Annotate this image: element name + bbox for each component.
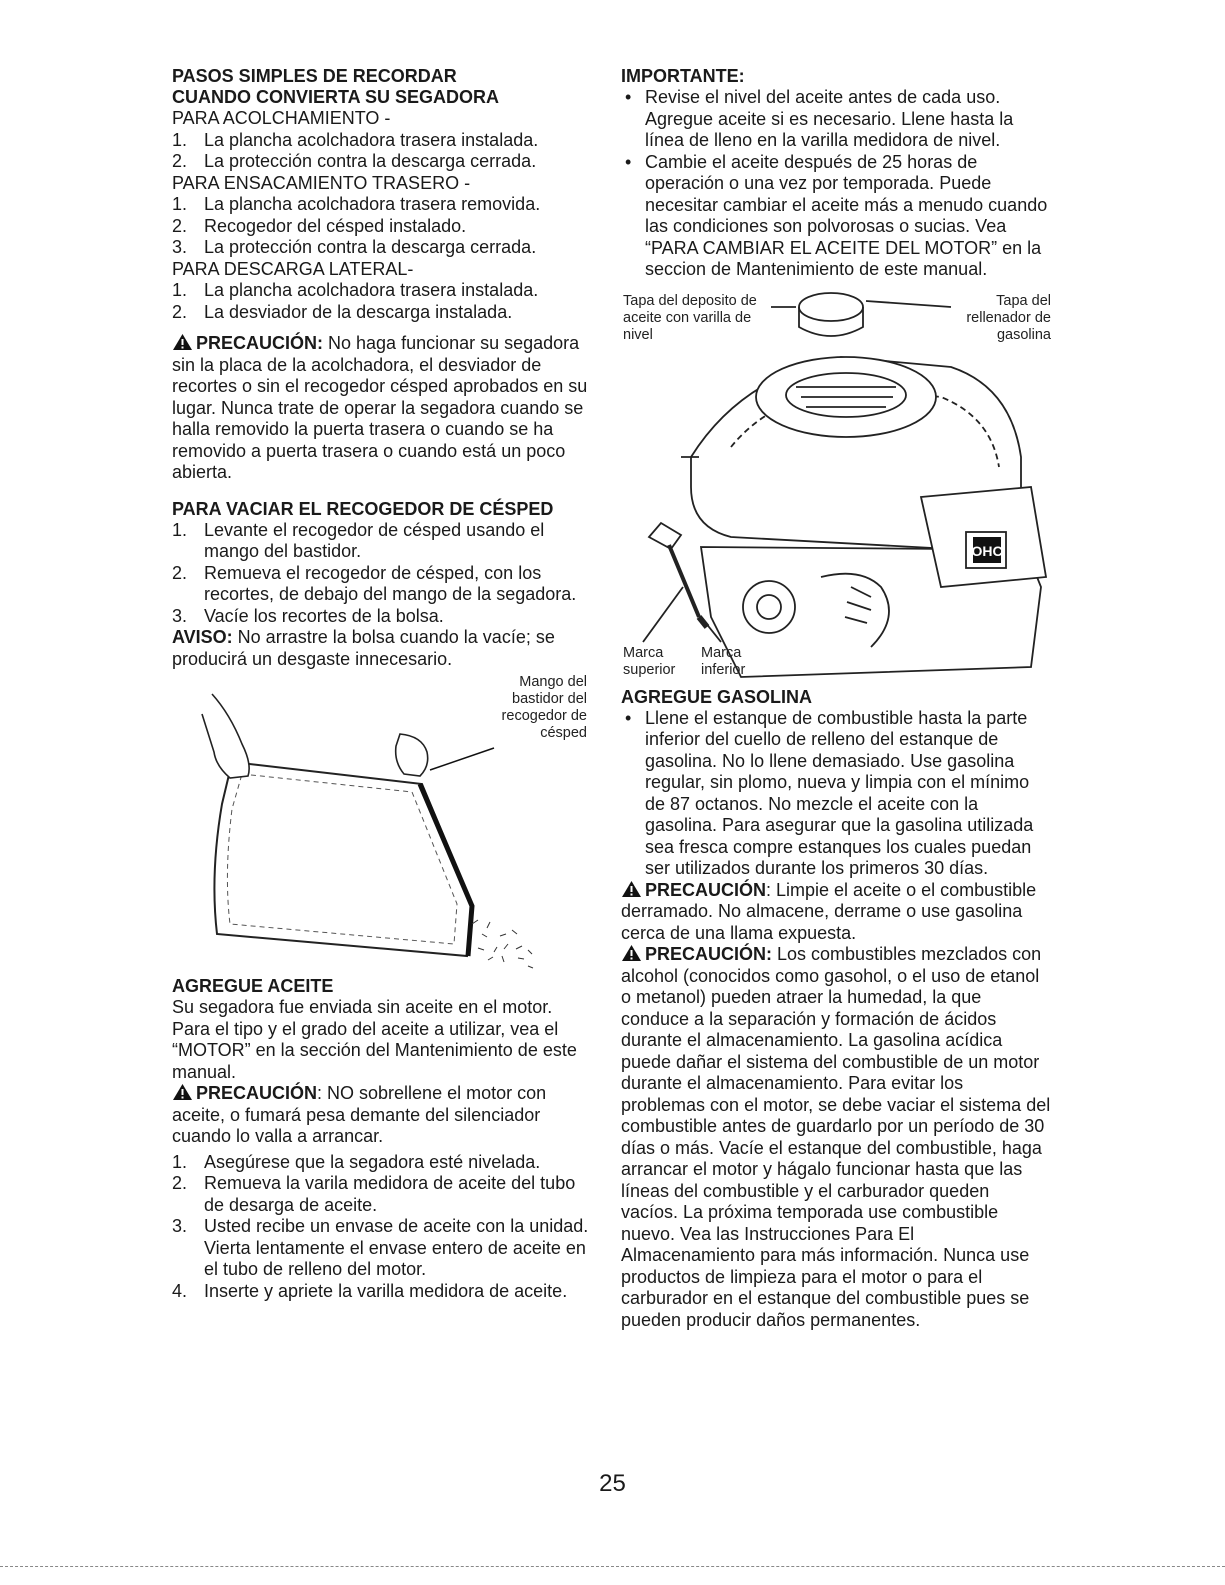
add-gas-caution-1: PRECAUCIÓN: Limpie el aceite o el combustible derramado. No almacene, derrame o use gasolina cerca de una llama expuesta. [621,879,1037,943]
list-item: 2. Remueva el recogedor de césped, con los recortes, de debajo del mango de la segadora. [172,562,577,604]
add-oil-heading: AGREGUE ACEITE [172,976,334,996]
mulch-heading: PARA ACOLCHAMIENTO - [172,108,391,128]
dipstick-cap-label: Tapa del deposito de aceite con varilla de nivel [623,292,757,343]
list-item: 3. Vacíe los recortes de la bolsa. [172,605,444,626]
list-item: 2. La desviador de la descarga instalada. [172,301,513,322]
warning-triangle-icon [172,333,193,351]
list-item: • Llene el estanque de combustible hasta la parte inferior del cuello de relleno del estanque de gasolina. No lo llene demasiado. Use gasolina regular, sin plomo, nueva y limpia con el mínimo de 87 octanos. No mezcle el aceite con la gasolina. Para asegurar que la gasolina utilizada sea fresca compre estanques los cuales puedan ser utilizados durante los primeros 30 días. [625,707,1034,878]
upper-mark-label: Marca superior [623,644,676,678]
important-heading: IMPORTANTE: [621,66,745,86]
warning-triangle-icon [172,1083,193,1101]
add-oil-caution: PRECAUCIÓN: NO sobrellene el motor con aceite, o fumará pesa demante del silenciador cuando lo valla a arrancar. [172,1083,547,1146]
list-item: • Cambie el aceite después de 25 horas de operación o una vez por temporada. Puede necesitar cambiar el aceite más a menudo cuando las condiciones son polvorosas o sucias. Vea “PARA CAMBIAR EL ACEITE DEL MOTOR” en la seccion de Mantenimiento de este manual. [625,151,1048,279]
add-gas-caution-2: PRECAUCIÓN: Los combustibles mezclados con alcohol (conocidos como gasohol, o el uso de etanol o metanol) pueden atraer la humedad, la que conduce a la separación y formación de ácidos durante el almacenamiento. La gasolina acídica puede dañar el sistema del combustible de un motor durante el almacenamiento. Para evitar los problemas con el motor, se debe vaciar el sistema del combustible antes de guardarlo por un período de 30 días o más. Vacíe el estanque del combustible, haga arrancar el motor y hágalo funcionar hasta que las líneas del combustible y el carburador queden vacíos. La próxima temporada use combustible nuevo. Vea las Instrucciones Para El Almacenamiento para más información. Nunca use productos de limpieza para el motor o para el carburador en el estanque del combustible pues se pueden producir daños permanentes. [621,944,1051,1330]
section-title: PASOS SIMPLES DE RECORDAR CUANDO CONVIERTA SU SEGADORA [172,66,500,107]
list-item: 2. Remueva la varila medidora de aceite del tubo de desarga de aceite. [172,1173,576,1215]
empty-bag-heading: PARA VACIAR EL RECOGEDOR DE CÉSPED [172,498,554,519]
list-item: 1. La plancha acolchadora trasera instalada. [172,129,539,150]
engine-illustration [621,287,1051,687]
notice-paragraph: AVISO: No arrastre la bolsa cuando la vacíe; se producirá un desgaste innecesario. [172,627,555,669]
list-item: 2. Recogedor del césped instalado. [172,215,467,236]
list-item: 1. La plancha acolchadora trasera removida. [172,194,541,214]
mulch-list [172,130,592,173]
grass-bag-figure [172,674,592,974]
caution-paragraph: PRECAUCIÓN: No haga funcionar su segadora sin la placa de la acolchadora, el desviador de recortes o sin el recogedor césped aprobados en su lugar. Nunca trate de operar la segadora cuando se halla removido la puerta trasera o cuando se ha removido a puerta trasera o cuando está un poco abierta. [172,333,588,482]
list-item: 1. Asegúrese que la segadora esté nivelada. [172,1151,541,1172]
add-oil-list [172,1152,592,1303]
list-item: • Revise el nivel del aceite antes de cada uso. Agregue aceite si es necesario. Llene hasta la línea de lleno en la varilla medidora de nivel. [625,87,1014,150]
side-discharge-list [172,280,592,323]
add-gas-list [621,708,1051,880]
fuel-cap-label: Tapa del rellenador de gasolina [966,292,1051,343]
warning-triangle-icon [621,880,642,898]
rear-bag-list [172,194,592,259]
add-gas-heading: AGREGUE GASOLINA [621,686,813,707]
empty-bag-list [172,520,592,628]
engine-figure [621,287,1051,687]
lower-mark-label: Marca inferior [701,644,746,678]
warning-triangle-icon [621,944,642,962]
important-list [621,87,1051,281]
page-number: 25 [599,1470,626,1497]
left-column [172,66,592,1302]
list-item: 3. Usted recibe un envase de aceite con la unidad. Vierta lentamente el envase entero de aceite en el tubo de relleno del motor. [172,1216,589,1279]
list-item: 2. La protección contra la descarga cerrada. [172,151,537,171]
grass-bag-handle-label: Mango del bastidor del recogedor de césped [501,674,587,741]
list-item: 3. La protección contra la descarga cerrada. [172,237,537,257]
list-item: 1. Levante el recogedor de césped usando el mango del bastidor. [172,519,545,561]
bottom-divider [0,1566,1225,1567]
right-column [621,66,1051,1331]
ohc-mark: OHC [971,542,1003,559]
add-oil-intro: Su segadora fue enviada sin aceite en el motor. Para el tipo y el grado del aceite a utilizar, vea el “MOTOR” en la sección del Mantenimiento de este manual. [172,997,577,1082]
list-item: 4. Inserte y apriete la varilla medidora de aceite. [172,1280,568,1301]
list-item: 1. La plancha acolchadora trasera instalada. [172,280,539,300]
side-discharge-heading: PARA DESCARGA LATERAL- [172,258,414,279]
rear-bag-heading: PARA ENSACAMIENTO TRASERO - [172,172,471,193]
